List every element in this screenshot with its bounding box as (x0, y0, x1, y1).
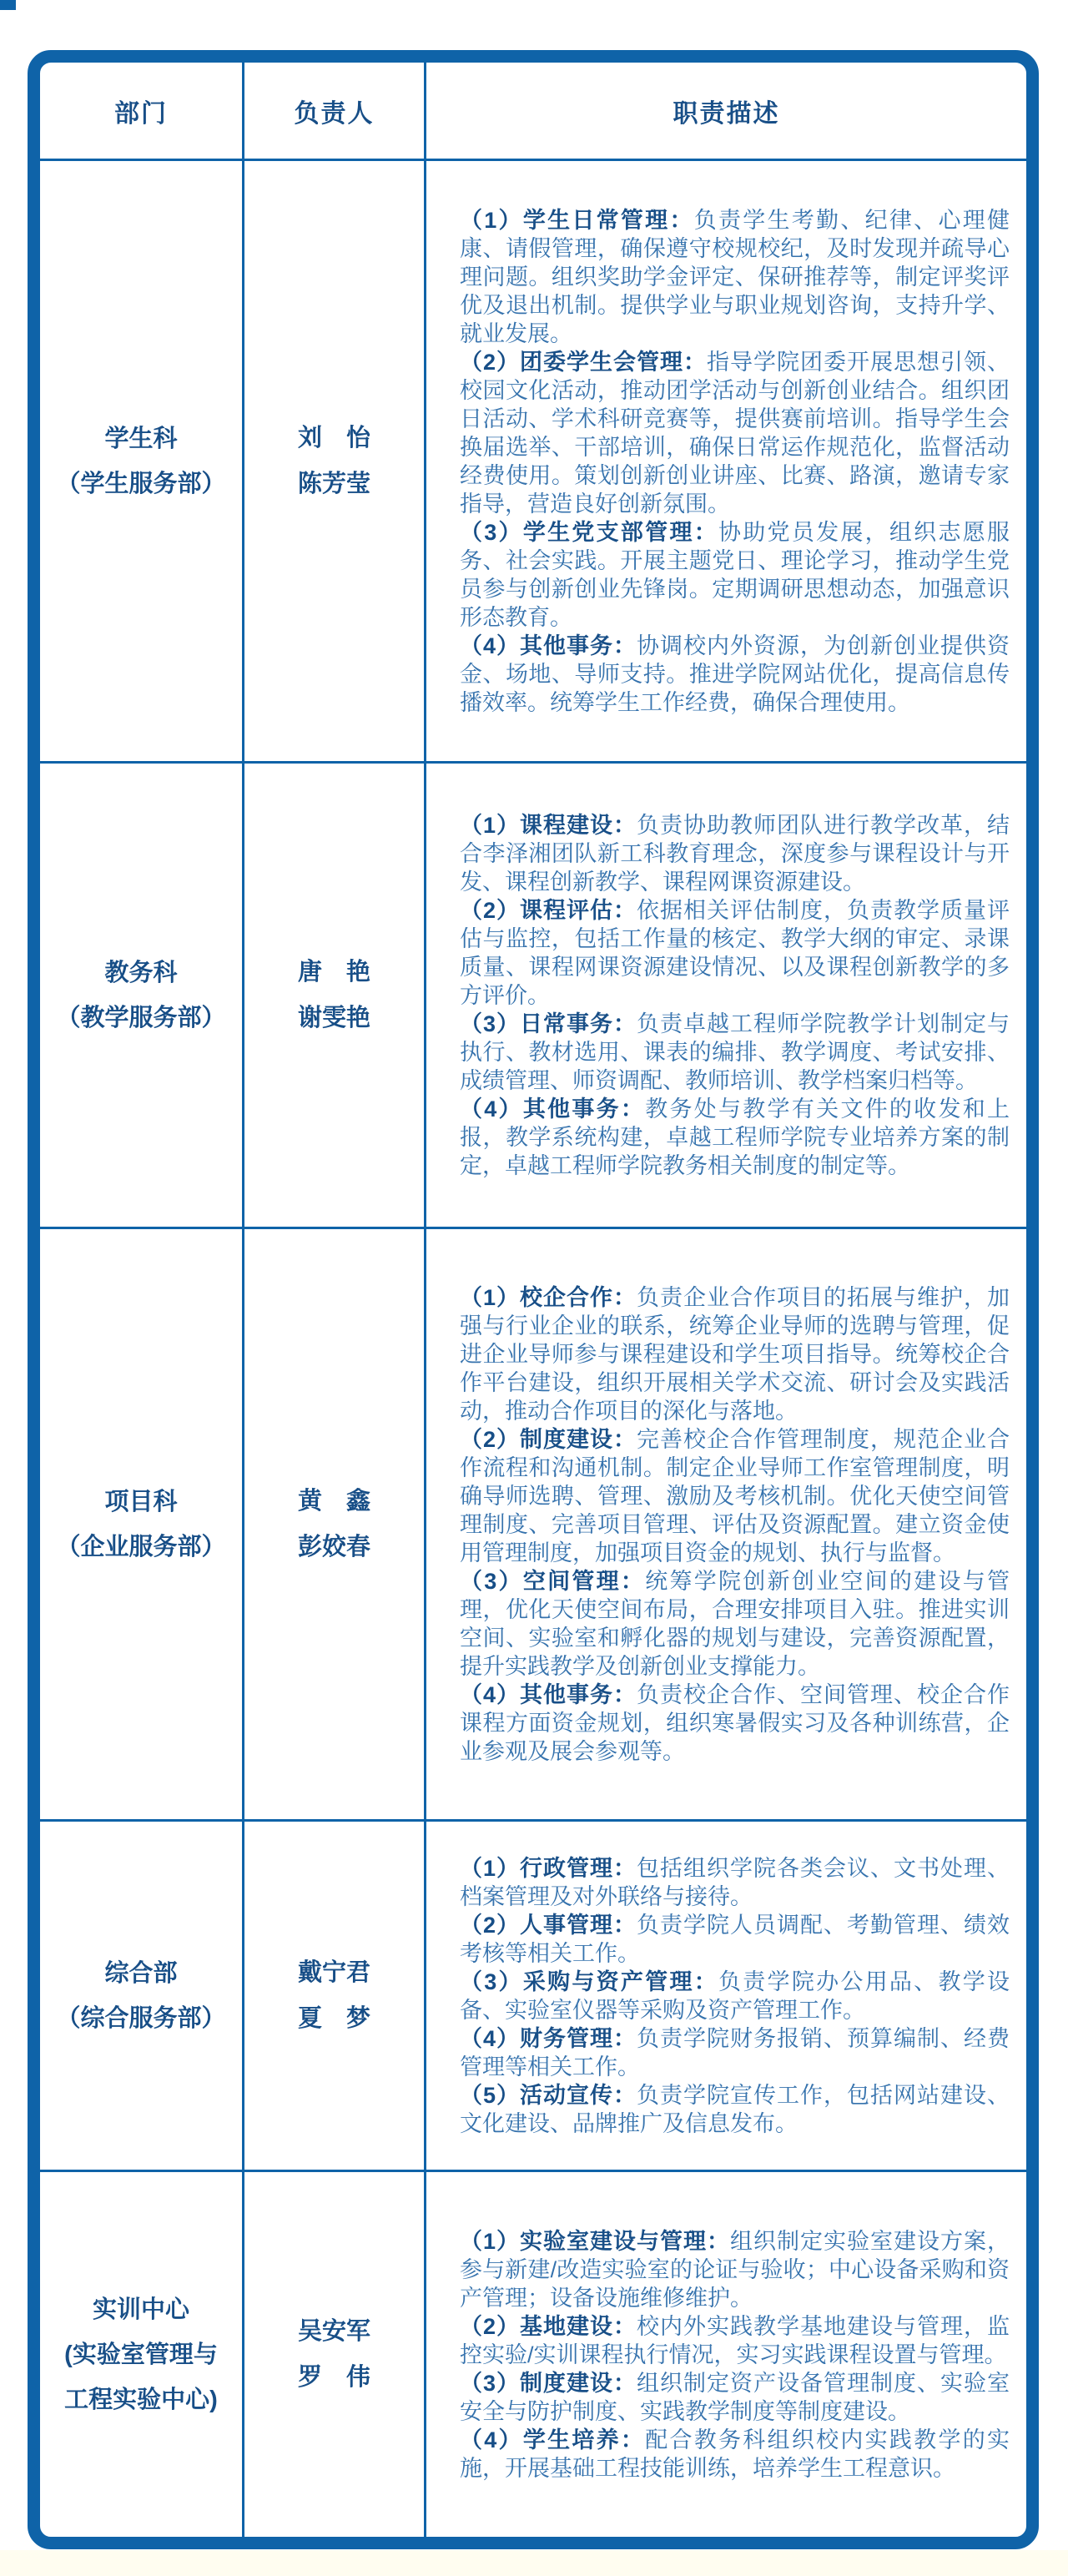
duty-text: 协助党员发展，组织志愿服务、社会实践。开展主题党日、理论学习，推动学生党员参与创新创业先锋岗。定期调研思想动态，加强意识形态教育。 (460, 519, 1010, 630)
lead-cell (242, 1822, 424, 2170)
duty-text: 负责学院财务报销、预算编制、经费管理等相关工作。 (460, 2025, 1010, 2079)
duty-text: 包括组织学院各类会议、文书处理、档案管理及对外联络与接待。 (460, 1855, 1010, 1909)
table-row (40, 159, 1026, 761)
duty-label: （4）财务管理： (460, 2025, 637, 2051)
duties-cell (424, 2172, 1026, 2537)
duty-text: 负责卓越工程师学院教学计划制定与执行、教材选用、课表的编排、教学调度、考试安排、成绩管理、师资调配、教师培训、教学档案归档等。 (460, 1011, 1010, 1093)
table-row (40, 761, 1026, 1227)
duties-text-block (426, 206, 1026, 717)
duty-text: 指导学院团委开展思想引领、校园文化活动，推动团学活动与创新创业结合。组织团日活动、学术科研竞赛等，提供赛前培训。指导学生会换届选举、干部培训，确保日常运作规范化，监督活动经费使用。策划创新创业讲座、比赛、路演，邀请专家指导，营造良好创新氛围。 (460, 349, 1010, 517)
duty-label: （2）团委学生会管理： (460, 349, 708, 375)
duty-item (460, 1425, 1010, 1567)
duty-item (460, 1095, 1010, 1180)
duties-text-block (426, 2227, 1026, 2483)
department-name: 学生科 (104, 425, 178, 452)
duty-label: （4）其他事务： (460, 1681, 637, 1707)
department-alias: (实验室管理与 (64, 2341, 218, 2368)
duty-item (460, 1283, 1010, 1425)
lead-name: 吴安军 (297, 2317, 370, 2345)
duty-item (460, 811, 1010, 896)
duties-text-block (426, 811, 1026, 1180)
duty-label: （3）采购与资产管理： (460, 1969, 718, 1994)
duty-label: （3）制度建设： (460, 2370, 637, 2396)
duty-text: 组织制定资产设备管理制度、实验室安全与防护制度、实践教学制度等制度建设。 (460, 2370, 1010, 2424)
duty-label: （4）学生培养： (460, 2427, 646, 2452)
lead-name: 唐 艳 (297, 958, 370, 986)
department-alias: （教学服务部） (56, 1004, 226, 1031)
department-alias: （综合服务部） (56, 2004, 226, 2032)
header-cell-department: 部门 (114, 99, 168, 128)
duty-label: （3）学生党支部管理： (460, 519, 718, 545)
duty-text: 负责学院人员调配、考勤管理、绩效考核等相关工作。 (460, 1912, 1010, 1966)
duty-label: （1）行政管理： (460, 1855, 637, 1881)
duty-text: 组织制定实验室建设方案，参与新建/改造实验室的论证与验收；中心设备采购和资产管理；设备设施维修维护。 (460, 2228, 1010, 2311)
department-name: 教务科 (104, 959, 178, 986)
lead-cell (242, 764, 424, 1227)
duty-label: （1）学生日常管理： (460, 207, 694, 233)
lead-name: 谢雯艳 (297, 1004, 370, 1031)
department-alias: （学生服务部） (56, 470, 226, 497)
duty-label: （1）实验室建设与管理： (460, 2228, 731, 2254)
department-cell (40, 2172, 242, 2537)
page-corner-artifact (0, 0, 16, 10)
duty-text: 负责企业合作项目的拓展与维护，加强与行业企业的联系，统筹企业导师的选聘与管理，促进企业导师参与课程建设和学生项目指导。统筹校企合作平台建设，组织开展相关学术交流、研讨会及实践活动，推动合作项目的深化与落地。 (460, 1284, 1010, 1424)
duty-text: 负责协助教师团队进行教学改革，结合李泽湘团队新工科教育理念，深度参与课程设计与开发、课程创新教学、课程网课资源建设。 (460, 812, 1010, 895)
table-row (40, 1819, 1026, 2170)
duty-item (460, 1681, 1010, 1766)
department-cell (40, 161, 242, 761)
lead-name: 陈芳莹 (297, 470, 370, 497)
duty-item (460, 632, 1010, 717)
department-name: 项目科 (104, 1488, 178, 1515)
department-name: 实训中心 (92, 2296, 189, 2323)
lead-cell (242, 2172, 424, 2537)
duties-table (28, 50, 1039, 2549)
lead-cell (242, 161, 424, 761)
duty-text: 统筹学院创新创业空间的建设与管理，优化天使空间布局，合理安排项目入驻。推进实训空间、实验室和孵化器的规划与建设，完善资源配置，提升实践教学及创新创业支撑能力。 (460, 1568, 1010, 1679)
duty-label: （3）空间管理： (460, 1568, 646, 1594)
duties-cell (424, 1822, 1026, 2170)
header-cell-duties: 职责描述 (424, 63, 1026, 159)
duty-text: 负责学院办公用品、教学设备、实验室仪器等采购及资产管理工作。 (460, 1969, 1010, 2023)
duty-item (460, 896, 1010, 1010)
duty-label: （4）其他事务： (460, 633, 637, 658)
duty-item (460, 2024, 1010, 2081)
duty-item (460, 1567, 1010, 1681)
duty-text: 协调校内外资源，为创新创业提供资金、场地、导师支持。推进学院网站优化，提高信息传播效率。统筹学生工作经费，确保合理使用。 (460, 633, 1010, 715)
duty-item (460, 206, 1010, 348)
department-cell (40, 1822, 242, 2170)
duty-text: 负责学院宣传工作，包括网站建设、文化建设、品牌推广及信息发布。 (460, 2082, 1010, 2136)
table-row (40, 1227, 1026, 1819)
lead-name: 黄 鑫 (297, 1487, 370, 1515)
duty-item (460, 2312, 1010, 2369)
duty-item (460, 1010, 1010, 1095)
duty-text: 校内外实践教学基地建设与管理，监控实验/实训课程执行情况，实习实践课程设置与管理。 (460, 2313, 1010, 2367)
duty-item (460, 2081, 1010, 2138)
duty-label: （2）制度建设： (460, 1426, 637, 1452)
duty-label: （2）课程评估： (460, 897, 637, 923)
lead-name: 罗 伟 (297, 2363, 370, 2391)
duty-item (460, 2426, 1010, 2483)
duty-label: （4）其他事务： (460, 1096, 646, 1122)
duties-cell (424, 764, 1026, 1227)
lead-name: 夏 梦 (297, 2004, 370, 2032)
duties-text-block (426, 1283, 1026, 1766)
duty-label: （2）基地建设： (460, 2313, 637, 2339)
duty-text: 教务处与教学有关文件的收发和上报，教学系统构建，卓越工程师学院专业培养方案的制定，卓越工程师学院教务相关制度的制定等。 (460, 1096, 1010, 1178)
department-alias: 工程实验中心) (64, 2386, 218, 2413)
duty-text: 完善校企合作管理制度，规范企业合作流程和沟通机制。制定企业导师工作室管理制度，明确导师选聘、管理、激励及考核机制。优化天使空间管理制度、完善项目管理、评估及资源配置。建立资金使用管理制度，加强项目资金的规划、执行与监督。 (460, 1426, 1010, 1565)
lead-cell (242, 1229, 424, 1819)
duty-text: 配合教务科组织校内实践教学的实施，开展基础工程技能训练，培养学生工程意识。 (460, 2427, 1010, 2481)
duty-item (460, 1968, 1010, 2024)
duty-text: 负责学生考勤、纪律、心理健康、请假管理，确保遵守校规校纪，及时发现并疏导心理问题。组织奖助学金评定、保研推荐等，制定评奖评优及退出机制。提供学业与职业规划咨询，支持升学、就业发展。 (460, 207, 1010, 346)
duty-label: （2）人事管理： (460, 1912, 637, 1938)
lead-name: 彭姣春 (297, 1533, 370, 1560)
duties-cell (424, 1229, 1026, 1819)
duty-item (460, 2227, 1010, 2312)
duties-text-block (426, 1854, 1026, 2138)
department-name: 综合部 (104, 1959, 178, 1987)
lead-name: 刘 怡 (297, 424, 370, 451)
duty-item (460, 518, 1010, 632)
lead-name: 戴宁君 (297, 1958, 370, 1986)
duty-text: 依据相关评估制度，负责教学质量评估与监控，包括工作量的核定、教学大纲的审定、录课质量、课程网课资源建设情况、以及课程创新教学的多方评价。 (460, 897, 1010, 1008)
table-header-row (40, 63, 1026, 159)
duty-label: （1）课程建设： (460, 812, 637, 838)
duty-label: （1）校企合作： (460, 1284, 637, 1310)
duty-item (460, 348, 1010, 518)
department-alias: （企业服务部） (56, 1533, 226, 1560)
department-cell (40, 764, 242, 1227)
header-cell-lead: 负责人 (242, 63, 424, 159)
duty-label: （3）日常事务： (460, 1011, 637, 1036)
duty-item (460, 1854, 1010, 1911)
duty-item (460, 2369, 1010, 2426)
duty-item (460, 1911, 1010, 1968)
duties-cell (424, 161, 1026, 761)
duty-label: （5）活动宣传： (460, 2082, 637, 2108)
below-table-strip (0, 2550, 1068, 2576)
table-row (40, 2170, 1026, 2537)
department-cell (40, 1229, 242, 1819)
duty-text: 负责校企合作、空间管理、校企合作课程方面资金规划，组织寒暑假实习及各种训练营，企业参观及展会参观等。 (460, 1681, 1010, 1764)
